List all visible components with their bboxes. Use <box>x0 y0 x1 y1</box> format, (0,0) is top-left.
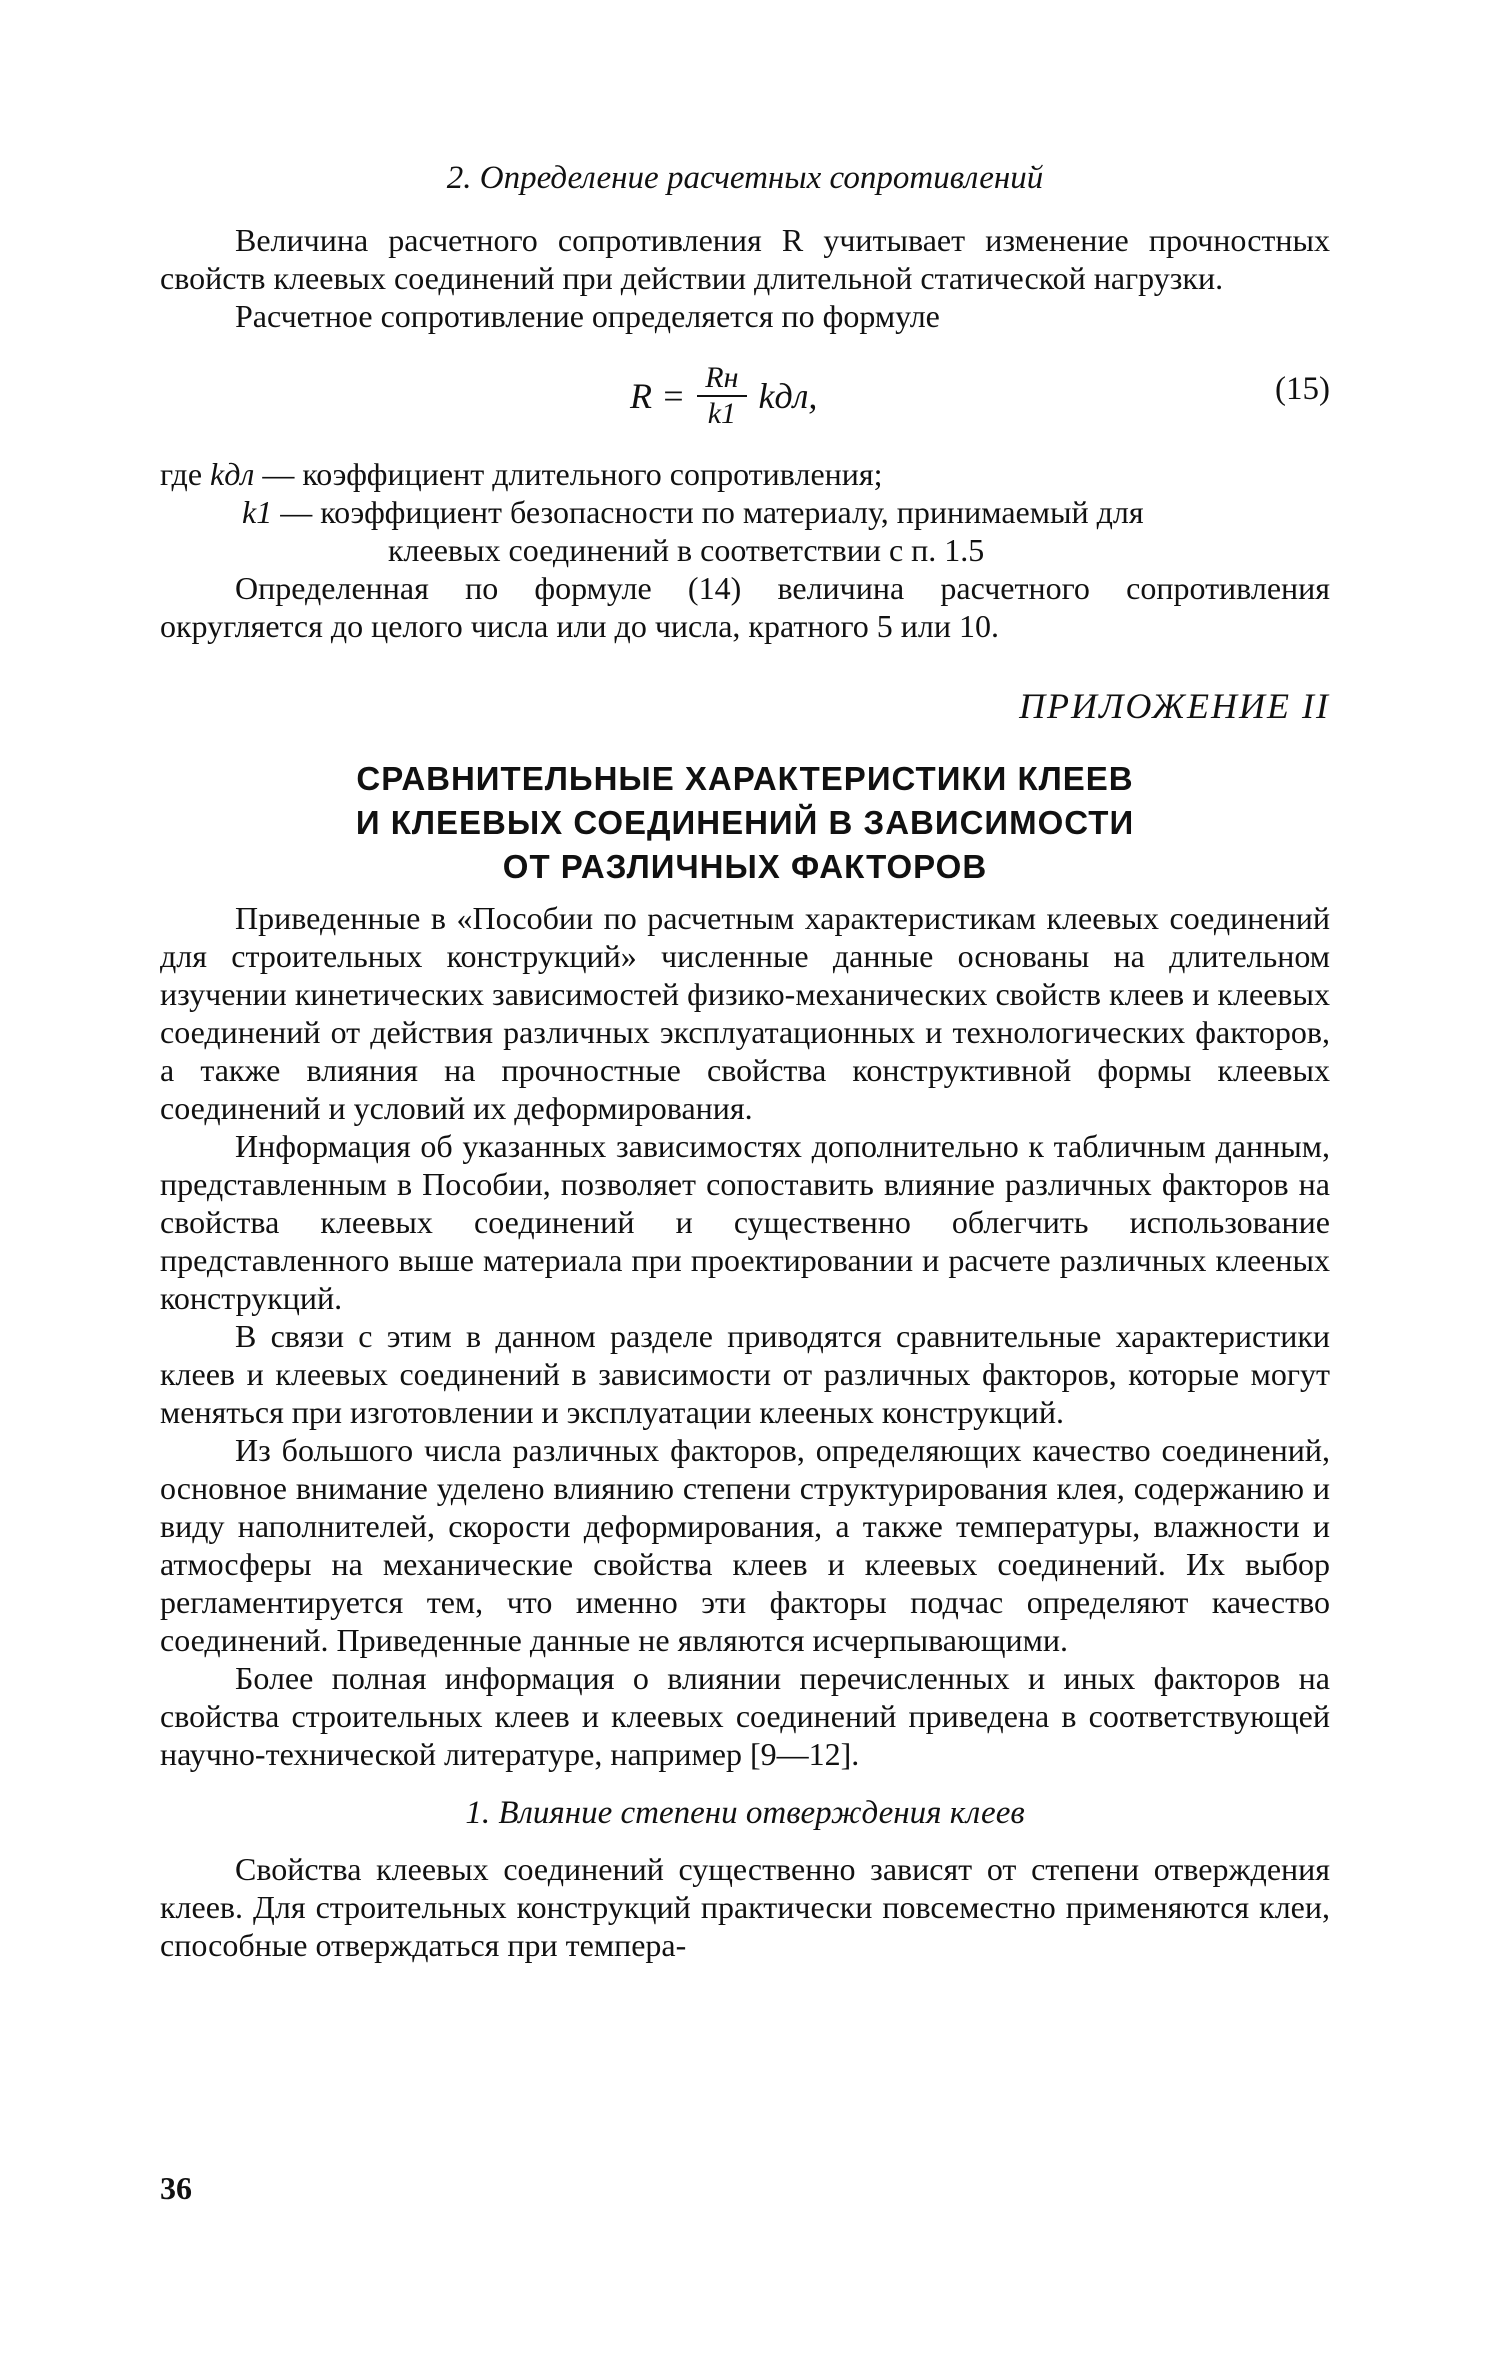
formula-numerator: Rн <box>697 361 746 397</box>
formula-15 <box>160 341 1330 451</box>
appendix-title <box>160 757 1330 889</box>
appendix-paragraph-3: В связи с этим в данном разделе приводятся сравнительные характеристики клеев и клеевых соединений в зависимости от различных факторов, которые могут меняться при изготовлении и эксплуатации клееных конструкций. <box>160 1318 1330 1430</box>
legend-kdl-text: — коэффициент длительного сопротивления; <box>262 456 883 492</box>
formula-factor: kдл, <box>758 376 818 416</box>
page-content <box>160 160 1330 1964</box>
legend-k1-text: — коэффициент безопасности по материалу, принимаемый для <box>280 494 1144 530</box>
appendix-title-line-1: СРАВНИТЕЛЬНЫЕ ХАРАКТЕРИСТИКИ КЛЕЕВ <box>356 760 1134 797</box>
appendix-paragraph-2: Информация об указанных зависимостях дополнительно к табличным данным, представленным в Пособии, позволяет сопоставить влияние различных факторов на свойства клеевых соединений и существенно облегчить использование представленного выше материала при проектировании и расчете различных клееных конструкций. <box>160 1128 1330 1316</box>
appendix-paragraph-5: Более полная информация о влиянии перечисленных и иных факторов на свойства строительных клеев и клеевых соединений приведена в соответствующей научно-технической литературе, например [9—12]. <box>160 1660 1330 1772</box>
legend-where: где <box>160 456 203 492</box>
appendix-title-line-2: И КЛЕЕВЫХ СОЕДИНЕНИЙ В ЗАВИСИМОСТИ <box>355 804 1135 841</box>
section-2-paragraph-1: Величина расчетного сопротивления R учитывает изменение прочностных свойств клеевых соединений при действии длительной статической нагрузки. <box>160 222 1330 296</box>
appendix-title-line-3: ОТ РАЗЛИЧНЫХ ФАКТОРОВ <box>502 848 988 885</box>
formula-legend <box>160 455 1330 569</box>
section-2-paragraph-2: Расчетное сопротивление определяется по формуле <box>235 298 940 334</box>
page-number: 36 <box>160 2170 192 2206</box>
legend-k1-continuation: клеевых соединений в соответствии с п. 1.5 <box>388 532 985 568</box>
formula-expression <box>630 341 817 451</box>
legend-kdl-symbol: kдл <box>210 456 255 492</box>
section-1-title: 1. Влияние степени отверждения клеев <box>465 1795 1025 1831</box>
appendix-paragraph-4: Из большого числа различных факторов, определяющих качество соединений, основное внимание уделено влиянию степени структурирования клея, содержанию и виду наполнителей, скорости деформирования, а также температуры, влажности и атмосферы на механические свойства клеев и клеевых соединений. Их выбор регламентируется тем, что именно эти факторы подчас определяют качество соединений. Приведенные данные не являются исчерпывающими. <box>160 1432 1330 1658</box>
formula-number: (15) <box>1275 371 1330 407</box>
formula-lhs: R = <box>630 376 686 416</box>
formula-fraction <box>697 361 746 431</box>
formula-denominator: k1 <box>707 397 737 430</box>
legend-k1-symbol: k1 <box>242 494 273 530</box>
appendix-paragraph-1: Приведенные в «Пособии по расчетным характеристикам клеевых соединений для строительных конструкций» численные данные основаны на длительном изучении кинетических зависимостей физико-механических свойств клеев и клеевых соединений от действия различных эксплуатационных и технологических факторов, а также влияния на прочностные свойства конструктивной формы клеевых соединений и условий их деформирования. <box>160 900 1330 1126</box>
legend-row-k1 <box>160 493 1330 531</box>
section-1-paragraph-1: Свойства клеевых соединений существенно зависят от степени отверждения клеев. Для строительных конструкций практически повсеместно применяются клеи, способные отверждаться при темпера- <box>160 1851 1330 1963</box>
legend-row-kdl <box>160 455 1330 493</box>
appendix-label: ПРИЛОЖЕНИЕ II <box>1019 686 1330 726</box>
section-2-paragraph-3: Определенная по формуле (14) величина расчетного сопротивления округляется до целого числа или до числа, кратного 5 или 10. <box>160 570 1330 644</box>
section-2-title: 2. Определение расчетных сопротивлений <box>446 160 1044 196</box>
